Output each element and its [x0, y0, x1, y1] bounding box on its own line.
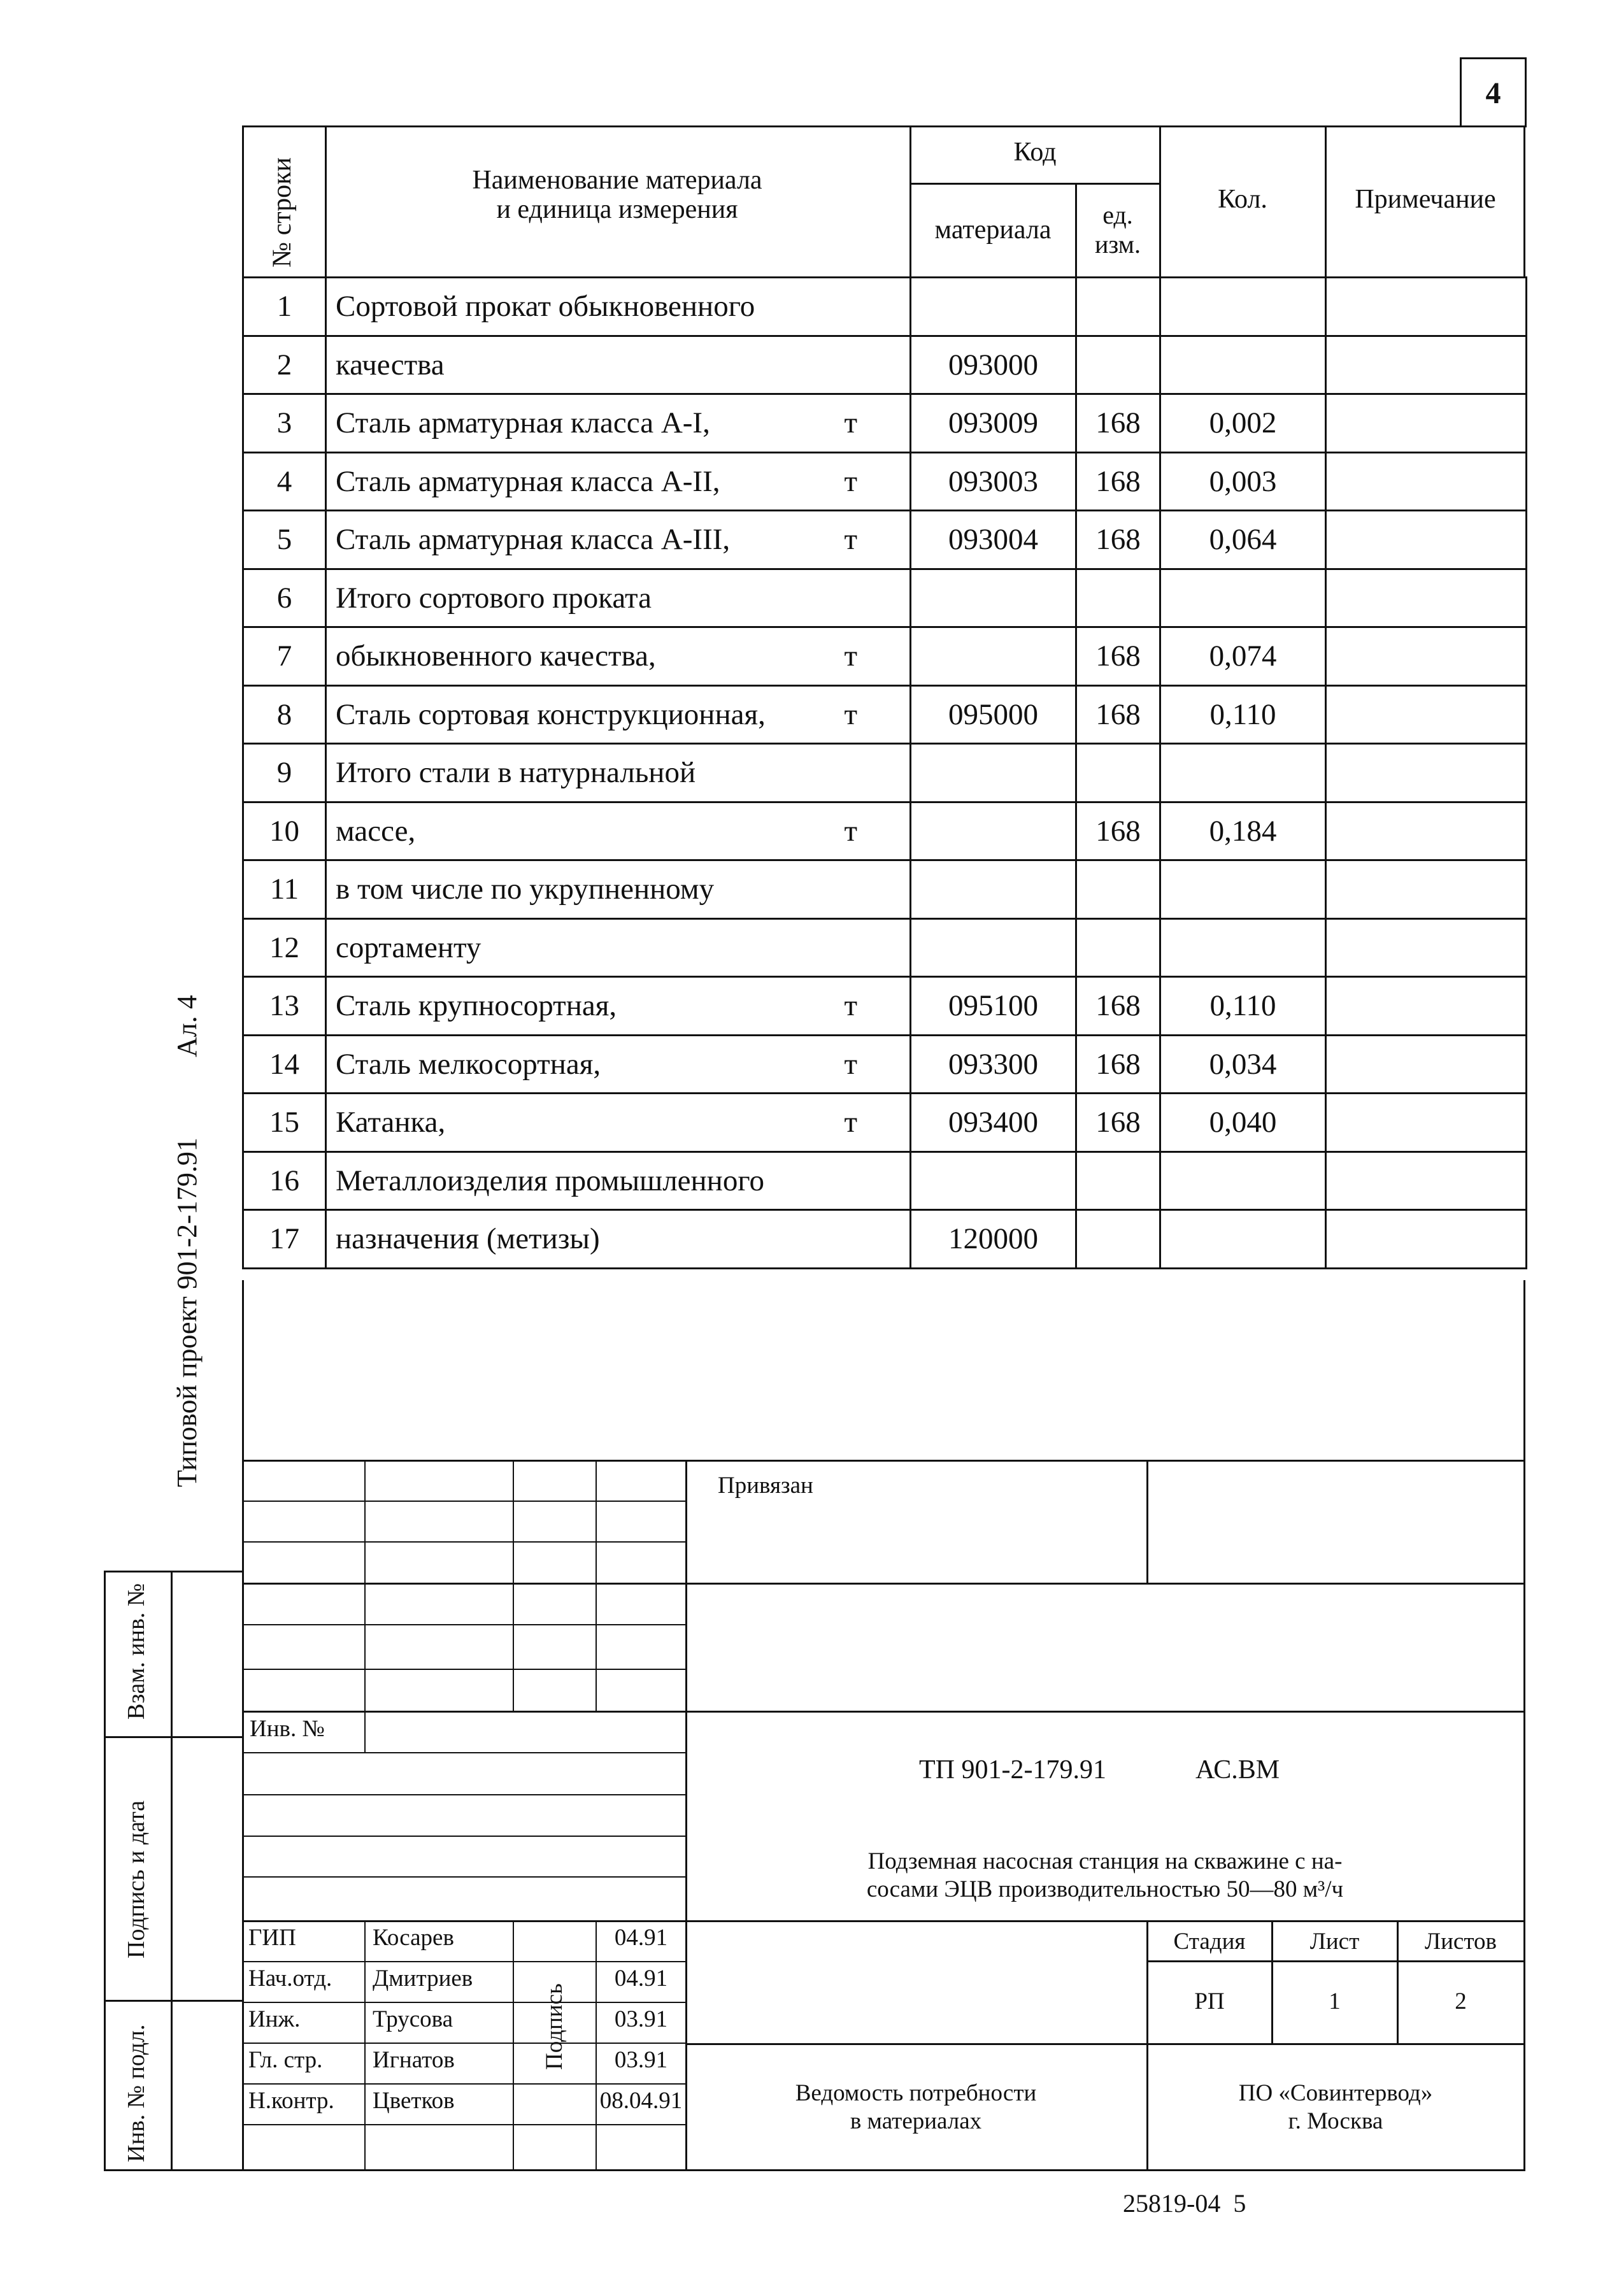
material-code: [911, 569, 1076, 627]
table-row: [243, 860, 1527, 919]
quantity: 0,110: [1160, 685, 1326, 744]
unit-code: [1076, 278, 1160, 336]
header-unit-1: ед.: [1102, 201, 1133, 229]
row-number: 8: [243, 685, 326, 744]
material-name: [326, 452, 911, 511]
unit-code: 168: [1076, 802, 1160, 860]
privyazan-label: Привязан: [718, 1472, 813, 1499]
project-title-line1: Подземная насосная станция на скважине с на-: [867, 1848, 1343, 1874]
unit-text: т: [844, 523, 857, 557]
material-code: 093300: [911, 1035, 1076, 1094]
note: [1326, 394, 1527, 453]
doc-mark: АС.ВМ: [1195, 1755, 1280, 1785]
unit-text: т: [844, 697, 857, 731]
material-code: [911, 918, 1076, 977]
unit-text: т: [844, 639, 857, 673]
table-row: [243, 802, 1527, 860]
unit-code: [1076, 860, 1160, 919]
unit-text: т: [844, 406, 857, 440]
unit-code: [1076, 1210, 1160, 1269]
header-material: материала: [934, 215, 1052, 245]
role-label: Инж.: [248, 2006, 301, 2032]
row-number: 5: [243, 511, 326, 569]
note: [1326, 918, 1527, 977]
quantity: 0,003: [1160, 452, 1326, 511]
table-row: [243, 511, 1527, 569]
sign-date: 03.91: [614, 2006, 668, 2032]
quantity: 0,002: [1160, 394, 1326, 453]
person-name: Цветков: [373, 2088, 455, 2114]
quantity: 0,074: [1160, 627, 1326, 686]
table-row: [243, 1094, 1527, 1152]
project-title-line2: сосами ЭЦВ производительностью 50—80 м³/ч: [866, 1876, 1344, 1902]
row-number: 2: [243, 336, 326, 394]
header-row-number: № строки: [267, 157, 297, 267]
quantity: [1160, 1152, 1326, 1210]
note: [1326, 1152, 1527, 1210]
material-name-text: качества: [336, 348, 445, 381]
material-name: [326, 744, 911, 802]
table-row: [243, 452, 1527, 511]
materials-table: [242, 276, 1527, 1269]
quantity: 0,064: [1160, 511, 1326, 569]
role-label: ГИП: [248, 1925, 296, 1951]
header-qty: Кол.: [1218, 185, 1267, 214]
row-number: 6: [243, 569, 326, 627]
person-name: Дмитриев: [373, 1965, 473, 1992]
note: [1326, 627, 1527, 686]
table-row: [243, 336, 1527, 394]
material-name-text: Итого сортового проката: [336, 581, 652, 615]
material-name-text: Сталь арматурная класса А-I,: [336, 406, 710, 440]
person-name: Косарев: [373, 1925, 454, 1951]
sheet-number-box: [1460, 57, 1527, 127]
unit-code: 168: [1076, 685, 1160, 744]
quantity: 0,184: [1160, 802, 1326, 860]
table-row: [243, 1210, 1527, 1269]
material-code: [911, 860, 1076, 919]
material-name: [326, 860, 911, 919]
material-name: [326, 1035, 911, 1094]
doc-code: ТП 901-2-179.91: [919, 1755, 1106, 1785]
note: [1326, 685, 1527, 744]
row-number: 13: [243, 977, 326, 1036]
side-project: Типовой проект 901-2-179.91: [171, 1137, 203, 1487]
person-name: Игнатов: [373, 2047, 455, 2073]
material-name-text: массе,: [336, 814, 416, 848]
header-name-line1: Наименование материала: [472, 166, 762, 195]
stage-value: РП: [1194, 1988, 1225, 2014]
material-name-text: Сталь арматурная класса А-II,: [336, 464, 720, 498]
unit-text: т: [844, 1106, 857, 1139]
label-vzam-inv: Взам. инв. №: [123, 1583, 150, 1720]
unit-code: 168: [1076, 977, 1160, 1036]
side-album: Ал. 4: [171, 995, 203, 1057]
material-name-text: Итого стали в натурнальной: [336, 756, 696, 790]
sheets-label: Листов: [1425, 1929, 1497, 1955]
material-name-text: в том числе по укрупненному: [336, 873, 715, 906]
header-unit-2: изм.: [1095, 230, 1141, 259]
material-name-text: Сталь крупносортная,: [336, 989, 617, 1023]
material-name: [326, 627, 911, 686]
table-row: [243, 627, 1527, 686]
unit-code: [1076, 1152, 1160, 1210]
row-number: 14: [243, 1035, 326, 1094]
header-name-line2: и единица измерения: [496, 195, 738, 224]
table-row: [243, 278, 1527, 336]
row-number: 10: [243, 802, 326, 860]
material-name: [326, 1210, 911, 1269]
row-number: 7: [243, 627, 326, 686]
row-number: 4: [243, 452, 326, 511]
note: [1326, 278, 1527, 336]
unit-text: т: [844, 464, 857, 498]
material-code: 095000: [911, 685, 1076, 744]
signature-label: Подпись: [541, 1983, 567, 2070]
frame-bottom: [104, 2169, 1525, 2171]
note: [1326, 1035, 1527, 1094]
sign-date: 08.04.91: [599, 2088, 683, 2114]
frame-right: [1523, 1280, 1525, 2171]
table-row: [243, 394, 1527, 453]
note: [1326, 860, 1527, 919]
row-number: 16: [243, 1152, 326, 1210]
material-code: 093400: [911, 1094, 1076, 1152]
material-code: [911, 627, 1076, 686]
org-line1: ПО «Совинтервод»: [1238, 2080, 1433, 2106]
material-name-text: сортаменту: [336, 931, 481, 964]
material-name-text: Сталь сортовая конструкционная,: [336, 697, 766, 731]
material-name: [326, 278, 911, 336]
material-name-text: Катанка,: [336, 1106, 446, 1139]
material-code: 093000: [911, 336, 1076, 394]
row-number: 17: [243, 1210, 326, 1269]
quantity: [1160, 918, 1326, 977]
material-name: [326, 685, 911, 744]
note: [1326, 1210, 1527, 1269]
note: [1326, 977, 1527, 1036]
note: [1326, 744, 1527, 802]
row-number: 9: [243, 744, 326, 802]
row-number: 1: [243, 278, 326, 336]
quantity: [1160, 336, 1326, 394]
inv-no-label: Инв. №: [250, 1716, 325, 1742]
material-name: [326, 977, 911, 1036]
material-name-text: Сталь мелкосортная,: [336, 1047, 601, 1081]
label-podpis-data: Подпись и дата: [123, 1800, 150, 1958]
row-number: 3: [243, 394, 326, 453]
material-name: [326, 394, 911, 453]
table-row: [243, 685, 1527, 744]
unit-code: 168: [1076, 627, 1160, 686]
material-code: [911, 802, 1076, 860]
material-name-text: Сталь арматурная класса А-III,: [336, 523, 731, 557]
header-note: Примечание: [1355, 185, 1496, 214]
material-name-text: Сортовой прокат обыкновенного: [336, 290, 755, 324]
person-name: Трусова: [373, 2006, 453, 2032]
note: [1326, 802, 1527, 860]
doc-name-line1: Ведомость потребности: [795, 2080, 1037, 2106]
unit-code: 168: [1076, 394, 1160, 453]
material-code: 093009: [911, 394, 1076, 453]
unit-code: [1076, 744, 1160, 802]
quantity: 0,110: [1160, 977, 1326, 1036]
material-name: [326, 1152, 911, 1210]
sheet-value: 1: [1329, 1988, 1341, 2014]
material-name: [326, 511, 911, 569]
material-code: 095100: [911, 977, 1076, 1036]
quantity: [1160, 860, 1326, 919]
sheets-value: 2: [1455, 1988, 1467, 2014]
material-name: [326, 802, 911, 860]
quantity: 0,040: [1160, 1094, 1326, 1152]
table-row: [243, 918, 1527, 977]
role-label: Гл. стр.: [248, 2047, 323, 2073]
quantity: [1160, 744, 1326, 802]
unit-code: [1076, 336, 1160, 394]
unit-code: 168: [1076, 1094, 1160, 1152]
table-row: [243, 569, 1527, 627]
unit-code: [1076, 918, 1160, 977]
stage-label: Стадия: [1173, 1929, 1246, 1955]
material-code: [911, 744, 1076, 802]
material-code: 093004: [911, 511, 1076, 569]
role-label: Нач.отд.: [248, 1965, 332, 1992]
row-number: 11: [243, 860, 326, 919]
material-name-text: назначения (метизы): [336, 1222, 600, 1256]
sheet-label: Лист: [1309, 1929, 1360, 1955]
note: [1326, 511, 1527, 569]
material-name-text: Металлоизделия промышленного: [336, 1164, 764, 1197]
material-name: [326, 1094, 911, 1152]
material-code: [911, 1152, 1076, 1210]
sheet-number: 4: [1485, 76, 1501, 110]
row-number: 12: [243, 918, 326, 977]
quantity: [1160, 1210, 1326, 1269]
material-name: [326, 918, 911, 977]
unit-code: 168: [1076, 452, 1160, 511]
unit-text: т: [844, 989, 857, 1023]
note: [1326, 336, 1527, 394]
material-code: 093003: [911, 452, 1076, 511]
doc-name-line2: в материалах: [850, 2108, 982, 2134]
table-row: [243, 744, 1527, 802]
header-code: Код: [1013, 138, 1057, 167]
material-name: [326, 336, 911, 394]
footer-code: 25819-04 5: [1123, 2189, 1246, 2218]
quantity: 0,034: [1160, 1035, 1326, 1094]
row-number: 15: [243, 1094, 326, 1152]
material-name-text: обыкновенного качества,: [336, 639, 656, 673]
role-label: Н.контр.: [248, 2088, 334, 2114]
sign-date: 03.91: [614, 2047, 668, 2073]
unit-text: т: [844, 1047, 857, 1081]
note: [1326, 569, 1527, 627]
material-name: [326, 569, 911, 627]
quantity: [1160, 278, 1326, 336]
sign-date: 04.91: [614, 1965, 668, 1992]
material-code: 120000: [911, 1210, 1076, 1269]
table-row: [243, 1035, 1527, 1094]
table-row: [243, 977, 1527, 1036]
org-line2: г. Москва: [1288, 2108, 1383, 2134]
note: [1326, 452, 1527, 511]
sign-date: 04.91: [614, 1925, 668, 1951]
unit-code: 168: [1076, 511, 1160, 569]
note: [1326, 1094, 1527, 1152]
table-row: [243, 1152, 1527, 1210]
quantity: [1160, 569, 1326, 627]
material-code: [911, 278, 1076, 336]
unit-code: [1076, 569, 1160, 627]
label-inv-podl: Инв. № подл.: [123, 2024, 150, 2162]
unit-code: 168: [1076, 1035, 1160, 1094]
unit-text: т: [844, 814, 857, 848]
